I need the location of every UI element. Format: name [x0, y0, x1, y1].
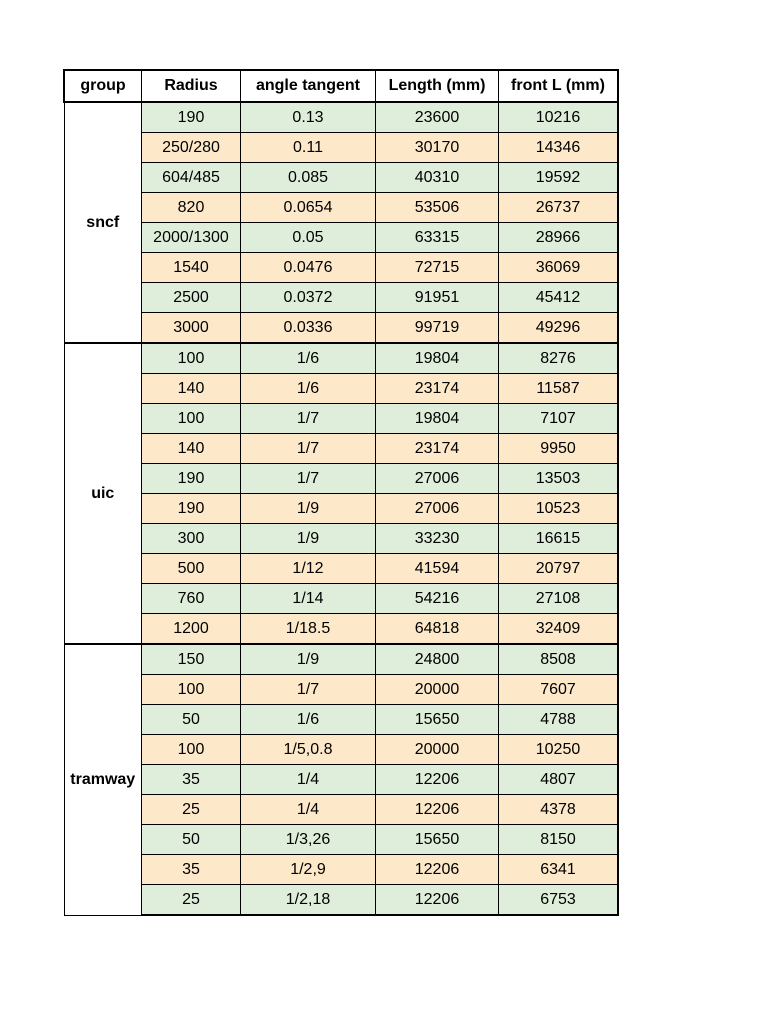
length-cell: 41594 — [376, 554, 499, 584]
front-length-cell: 6341 — [499, 855, 619, 885]
table-row — [64, 524, 618, 554]
angle-tangent-cell: 0.0372 — [241, 283, 376, 313]
length-cell: 33230 — [376, 524, 499, 554]
radius-cell: 190 — [142, 494, 241, 524]
front-length-cell: 10216 — [499, 102, 619, 133]
length-cell: 15650 — [376, 705, 499, 735]
radius-cell: 1200 — [142, 614, 241, 645]
front-length-cell: 10523 — [499, 494, 619, 524]
front-length-cell: 28966 — [499, 223, 619, 253]
table-row — [64, 735, 618, 765]
length-cell: 23174 — [376, 374, 499, 404]
table-row — [64, 193, 618, 223]
table-header — [64, 70, 618, 102]
front-length-cell: 7107 — [499, 404, 619, 434]
radius-cell: 50 — [142, 705, 241, 735]
table-row — [64, 313, 618, 344]
radius-cell: 140 — [142, 374, 241, 404]
front-length-cell: 4378 — [499, 795, 619, 825]
radius-cell: 250/280 — [142, 133, 241, 163]
length-cell: 27006 — [376, 494, 499, 524]
radius-cell: 190 — [142, 102, 241, 133]
length-cell: 27006 — [376, 464, 499, 494]
length-cell: 24800 — [376, 644, 499, 675]
front-length-cell: 19592 — [499, 163, 619, 193]
front-length-cell: 8276 — [499, 343, 619, 374]
table-row — [64, 494, 618, 524]
angle-tangent-cell: 0.0654 — [241, 193, 376, 223]
front-length-cell: 20797 — [499, 554, 619, 584]
table-row — [64, 675, 618, 705]
table-row — [64, 765, 618, 795]
radius-cell: 100 — [142, 404, 241, 434]
radius-cell: 300 — [142, 524, 241, 554]
length-cell: 54216 — [376, 584, 499, 614]
front-length-cell: 9950 — [499, 434, 619, 464]
angle-tangent-cell: 1/7 — [241, 404, 376, 434]
table-row — [64, 404, 618, 434]
table-row — [64, 374, 618, 404]
angle-tangent-cell: 1/2,9 — [241, 855, 376, 885]
table-row — [64, 223, 618, 253]
angle-tangent-cell: 1/9 — [241, 494, 376, 524]
length-cell: 12206 — [376, 885, 499, 916]
front-length-cell: 45412 — [499, 283, 619, 313]
length-cell: 30170 — [376, 133, 499, 163]
angle-tangent-cell: 1/6 — [241, 374, 376, 404]
length-cell: 12206 — [376, 765, 499, 795]
angle-tangent-cell: 1/5,0.8 — [241, 735, 376, 765]
front-length-cell: 32409 — [499, 614, 619, 645]
radius-cell: 3000 — [142, 313, 241, 344]
front-length-cell: 4788 — [499, 705, 619, 735]
radius-cell: 604/485 — [142, 163, 241, 193]
angle-tangent-cell: 1/3,26 — [241, 825, 376, 855]
table-row — [64, 464, 618, 494]
radius-cell: 100 — [142, 735, 241, 765]
header-angle-tangent: angle tangent — [241, 70, 376, 102]
table-row — [64, 885, 618, 916]
radius-cell: 1540 — [142, 253, 241, 283]
table-row — [64, 825, 618, 855]
angle-tangent-cell: 1/4 — [241, 795, 376, 825]
length-cell: 15650 — [376, 825, 499, 855]
angle-tangent-cell: 1/6 — [241, 343, 376, 374]
length-cell: 64818 — [376, 614, 499, 645]
table-body — [64, 102, 618, 915]
header-radius: Radius — [142, 70, 241, 102]
radius-cell: 500 — [142, 554, 241, 584]
table-row — [64, 855, 618, 885]
radius-cell: 35 — [142, 855, 241, 885]
radius-cell: 35 — [142, 765, 241, 795]
table-row — [64, 253, 618, 283]
length-cell: 40310 — [376, 163, 499, 193]
radius-cell: 190 — [142, 464, 241, 494]
radius-cell: 50 — [142, 825, 241, 855]
front-length-cell: 13503 — [499, 464, 619, 494]
table-row — [64, 163, 618, 193]
radius-cell: 140 — [142, 434, 241, 464]
radius-cell: 2000/1300 — [142, 223, 241, 253]
header-row — [64, 70, 618, 102]
length-cell: 72715 — [376, 253, 499, 283]
radius-cell: 25 — [142, 885, 241, 916]
length-cell: 91951 — [376, 283, 499, 313]
angle-tangent-cell: 0.0476 — [241, 253, 376, 283]
angle-tangent-cell: 1/7 — [241, 434, 376, 464]
header-group: group — [64, 70, 142, 102]
table-row — [64, 614, 618, 645]
table-row — [64, 102, 618, 133]
front-length-cell: 8508 — [499, 644, 619, 675]
front-length-cell: 7607 — [499, 675, 619, 705]
angle-tangent-cell: 0.13 — [241, 102, 376, 133]
table-row — [64, 644, 618, 675]
header-front-length: front L (mm) — [499, 70, 619, 102]
front-length-cell: 26737 — [499, 193, 619, 223]
header-length: Length (mm) — [376, 70, 499, 102]
angle-tangent-cell: 0.085 — [241, 163, 376, 193]
front-length-cell: 14346 — [499, 133, 619, 163]
length-cell: 20000 — [376, 675, 499, 705]
length-cell: 19804 — [376, 404, 499, 434]
length-cell: 53506 — [376, 193, 499, 223]
radius-cell: 760 — [142, 584, 241, 614]
front-length-cell: 8150 — [499, 825, 619, 855]
front-length-cell: 49296 — [499, 313, 619, 344]
angle-tangent-cell: 1/9 — [241, 524, 376, 554]
radius-cell: 2500 — [142, 283, 241, 313]
table-row — [64, 343, 618, 374]
table-row — [64, 554, 618, 584]
front-length-cell: 27108 — [499, 584, 619, 614]
angle-tangent-cell: 0.0336 — [241, 313, 376, 344]
radius-cell: 25 — [142, 795, 241, 825]
table-row — [64, 795, 618, 825]
radius-cell: 100 — [142, 343, 241, 374]
front-length-cell: 11587 — [499, 374, 619, 404]
angle-tangent-cell: 1/18.5 — [241, 614, 376, 645]
turnout-table — [63, 69, 619, 916]
length-cell: 23174 — [376, 434, 499, 464]
table-row — [64, 584, 618, 614]
front-length-cell: 4807 — [499, 765, 619, 795]
front-length-cell: 36069 — [499, 253, 619, 283]
angle-tangent-cell: 1/2,18 — [241, 885, 376, 916]
angle-tangent-cell: 1/14 — [241, 584, 376, 614]
group-label-tramway: tramway — [64, 644, 142, 915]
length-cell: 12206 — [376, 855, 499, 885]
length-cell: 99719 — [376, 313, 499, 344]
radius-cell: 150 — [142, 644, 241, 675]
group-label-sncf: sncf — [64, 102, 142, 343]
length-cell: 20000 — [376, 735, 499, 765]
length-cell: 23600 — [376, 102, 499, 133]
table-row — [64, 133, 618, 163]
table-row — [64, 705, 618, 735]
angle-tangent-cell: 0.05 — [241, 223, 376, 253]
radius-cell: 100 — [142, 675, 241, 705]
table-row — [64, 434, 618, 464]
length-cell: 19804 — [376, 343, 499, 374]
front-length-cell: 16615 — [499, 524, 619, 554]
angle-tangent-cell: 1/7 — [241, 464, 376, 494]
angle-tangent-cell: 1/12 — [241, 554, 376, 584]
length-cell: 63315 — [376, 223, 499, 253]
angle-tangent-cell: 1/9 — [241, 644, 376, 675]
radius-cell: 820 — [142, 193, 241, 223]
table-row — [64, 283, 618, 313]
group-label-uic: uic — [64, 343, 142, 644]
front-length-cell: 6753 — [499, 885, 619, 916]
front-length-cell: 10250 — [499, 735, 619, 765]
length-cell: 12206 — [376, 795, 499, 825]
angle-tangent-cell: 1/4 — [241, 765, 376, 795]
angle-tangent-cell: 1/7 — [241, 675, 376, 705]
angle-tangent-cell: 0.11 — [241, 133, 376, 163]
angle-tangent-cell: 1/6 — [241, 705, 376, 735]
